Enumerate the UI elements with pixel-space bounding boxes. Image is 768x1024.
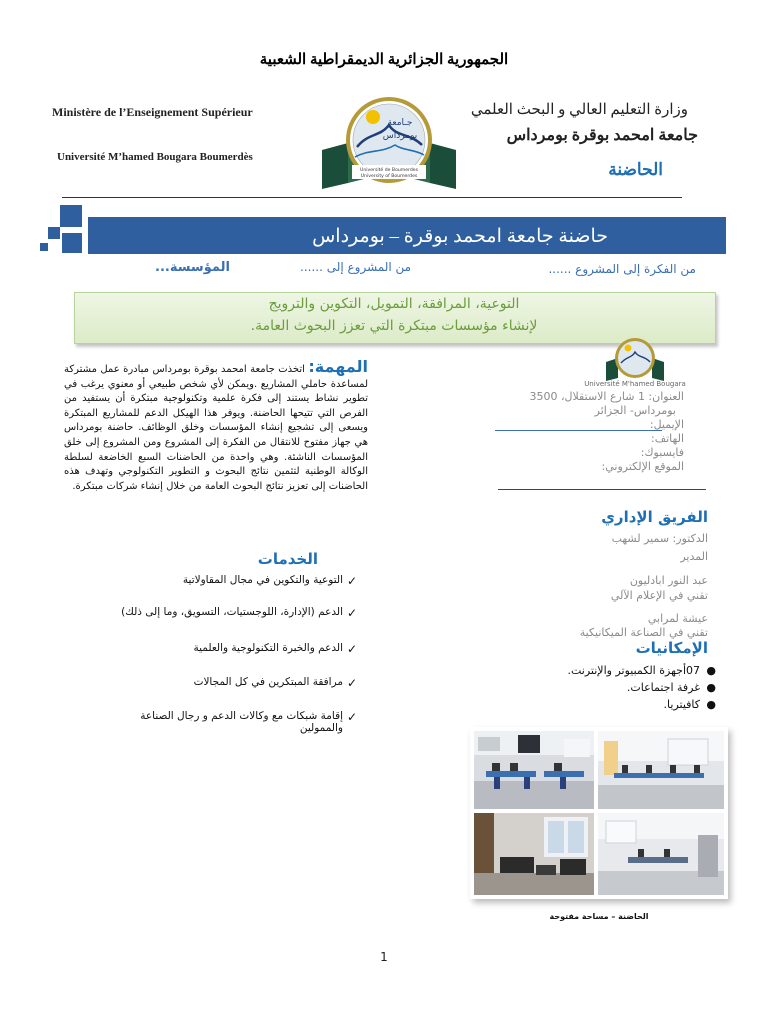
service-item-text: التوعية والتكوين في مجال المقاولاتية [182, 574, 343, 586]
path-step-project: من المشروع إلى ...... [300, 260, 412, 274]
equipment-item [663, 698, 716, 711]
service-item-text: الدعم والخبرة التكنولوجية والعلمية [193, 642, 343, 654]
equipment-item-text: كافيتريا. [663, 698, 700, 711]
logo-caption: Université M'hamed Bougara [584, 380, 686, 388]
team-member-name: عيشة لمرابي [647, 612, 708, 625]
logo-text-ar-1: جـامعة [387, 118, 413, 128]
team-member-name: الدكتور: سمير لشهب [611, 532, 708, 545]
ministry-arabic: وزارة التعليم العالي و البحث العلمي [470, 102, 688, 118]
team-title: الفريق الإداري [601, 508, 708, 526]
bullet-icon: ● [706, 681, 716, 694]
university-logo-small [604, 336, 666, 382]
service-item-text: الدعم (الإدارة، اللوجستيات، التسويق، وما إلى ذلك) [121, 606, 343, 618]
check-icon: ✓ [346, 710, 357, 724]
check-icon: ✓ [346, 676, 357, 690]
logo-text-fr-1: Université de Boumerdes [359, 168, 419, 173]
mission-body: اتخذت جامعة امحمد بوقرة بومرداس مبادرة عمل مشتركة لمساعدة حاملي المشاريع .ويمكن لأي شخص طبيعي أو معنوي يرغب في تطوير نشاط يستند إلى فكرة علمية وتكنولوجية مبتكرة أن يستفيد من الفرص التي تتيحها الحاضنة. ويوفر هذا الهيكل الدعم للمشاريع المبتكرة ويسعى إلى تشجيع إنشاء المؤسسات وخلق الوظائف. حاضنة بومرداس هي جهاز مفتوح للانتقال من الفكرة إلى المشروع ومن المشروع إلى خلق المؤسسات الناشئة. وهي واحدة من الحاضنات السبع الخاضعة لسلطة الوكالة الوطنية لتثمين نتائج البحوث و التطوير التكنولوجي وتهدف هذه الحاضنات إلى تعزيز نتائج البحوث العامة من خلال إنشاء شركات مبتكرة. [64, 364, 368, 492]
equipment-item [567, 664, 716, 677]
header-divider [62, 197, 682, 198]
team-member-name: عبد النور ابادليون [629, 574, 708, 587]
decor-square [48, 227, 60, 239]
banner-title: حاضنة جامعة امحمد بوقرة – بومرداس [312, 226, 608, 247]
path-step-enterprise: المؤسسة... [155, 260, 230, 275]
check-icon: ✓ [346, 574, 357, 588]
equipment-item [626, 681, 716, 694]
decor-square [40, 243, 48, 251]
team-member-role: تقني في الصناعة الميكانيكية [579, 626, 708, 639]
decor-square [60, 205, 82, 227]
photo-office-1 [474, 731, 594, 809]
page-number: 1 [380, 950, 388, 964]
bullet-icon: ● [706, 698, 716, 711]
service-item [53, 642, 357, 656]
service-item-text: مرافقة المبتكرين في كل المجالات [193, 676, 343, 688]
service-item-text: إقامة شبكات مع وكالات الدعم و رجال الصناعة والممولين [140, 710, 343, 734]
contact-email-label: الإيميل: [649, 418, 684, 431]
equipment-title: الإمكانيات [635, 639, 708, 657]
contact-phone-label: الهاتف: [651, 432, 684, 445]
mission-section [64, 357, 368, 494]
service-item [53, 676, 357, 690]
team-member-role: المدير [680, 550, 708, 563]
service-item [53, 574, 357, 588]
equipment-item-text: غرفة اجتماعات. [626, 681, 700, 694]
incubator-title: الحاضنة [608, 160, 663, 179]
photo-grid [470, 727, 728, 899]
ministry-french: Ministère de l’Enseignement Supérieur [52, 105, 253, 119]
contact-city: بومرداس- الجزائر [594, 404, 676, 417]
decor-square [62, 233, 82, 253]
equipment-item-text: 07أجهزة الكمبيوتر والإنترنت. [567, 664, 700, 677]
contact-address: العنوان: 1 شارع الاستقلال، 3500 [529, 390, 684, 403]
photo-lounge [474, 813, 594, 895]
check-icon: ✓ [346, 642, 357, 656]
email-link[interactable] [495, 430, 662, 431]
photo-meeting-room [598, 813, 724, 895]
university-french: Université M’hamed Bougara Boumerdès [57, 151, 253, 163]
contact-facebook-label: فايسبوك: [640, 446, 684, 459]
contact-divider [498, 489, 706, 490]
contact-website-label: الموقع الإلكتروني: [601, 460, 684, 473]
service-item [103, 710, 357, 734]
photo-office-2 [598, 731, 724, 809]
tagline-line-2: لإنشاء مؤسسات مبتكرة التي تعزز البحوث العامة. [250, 318, 538, 334]
photo-caption: الحاضنة – مساحة مفتوحة [549, 912, 649, 921]
tagline-line-1: التوعية، المرافقة، التمويل، التكوين والترويج [268, 296, 520, 312]
service-item [53, 606, 357, 620]
check-icon: ✓ [346, 606, 357, 620]
republic-title: الجمهورية الجزائرية الديمقراطية الشعبية [259, 52, 509, 68]
team-member-role: تقني في الإعلام الآلي [610, 589, 708, 602]
bullet-icon: ● [706, 664, 716, 677]
path-step-idea: من الفكرة إلى المشروع ...... [548, 262, 696, 276]
logo-text-ar-2: بومرداس [382, 131, 418, 141]
university-logo [320, 95, 458, 190]
services-title: الخدمات [257, 550, 318, 568]
mission-title: المهمة: [308, 357, 368, 376]
university-arabic: جامعة امحمد بوقرة بومرداس [506, 127, 698, 144]
logo-text-fr-2: University of Boumerdes [360, 174, 418, 179]
